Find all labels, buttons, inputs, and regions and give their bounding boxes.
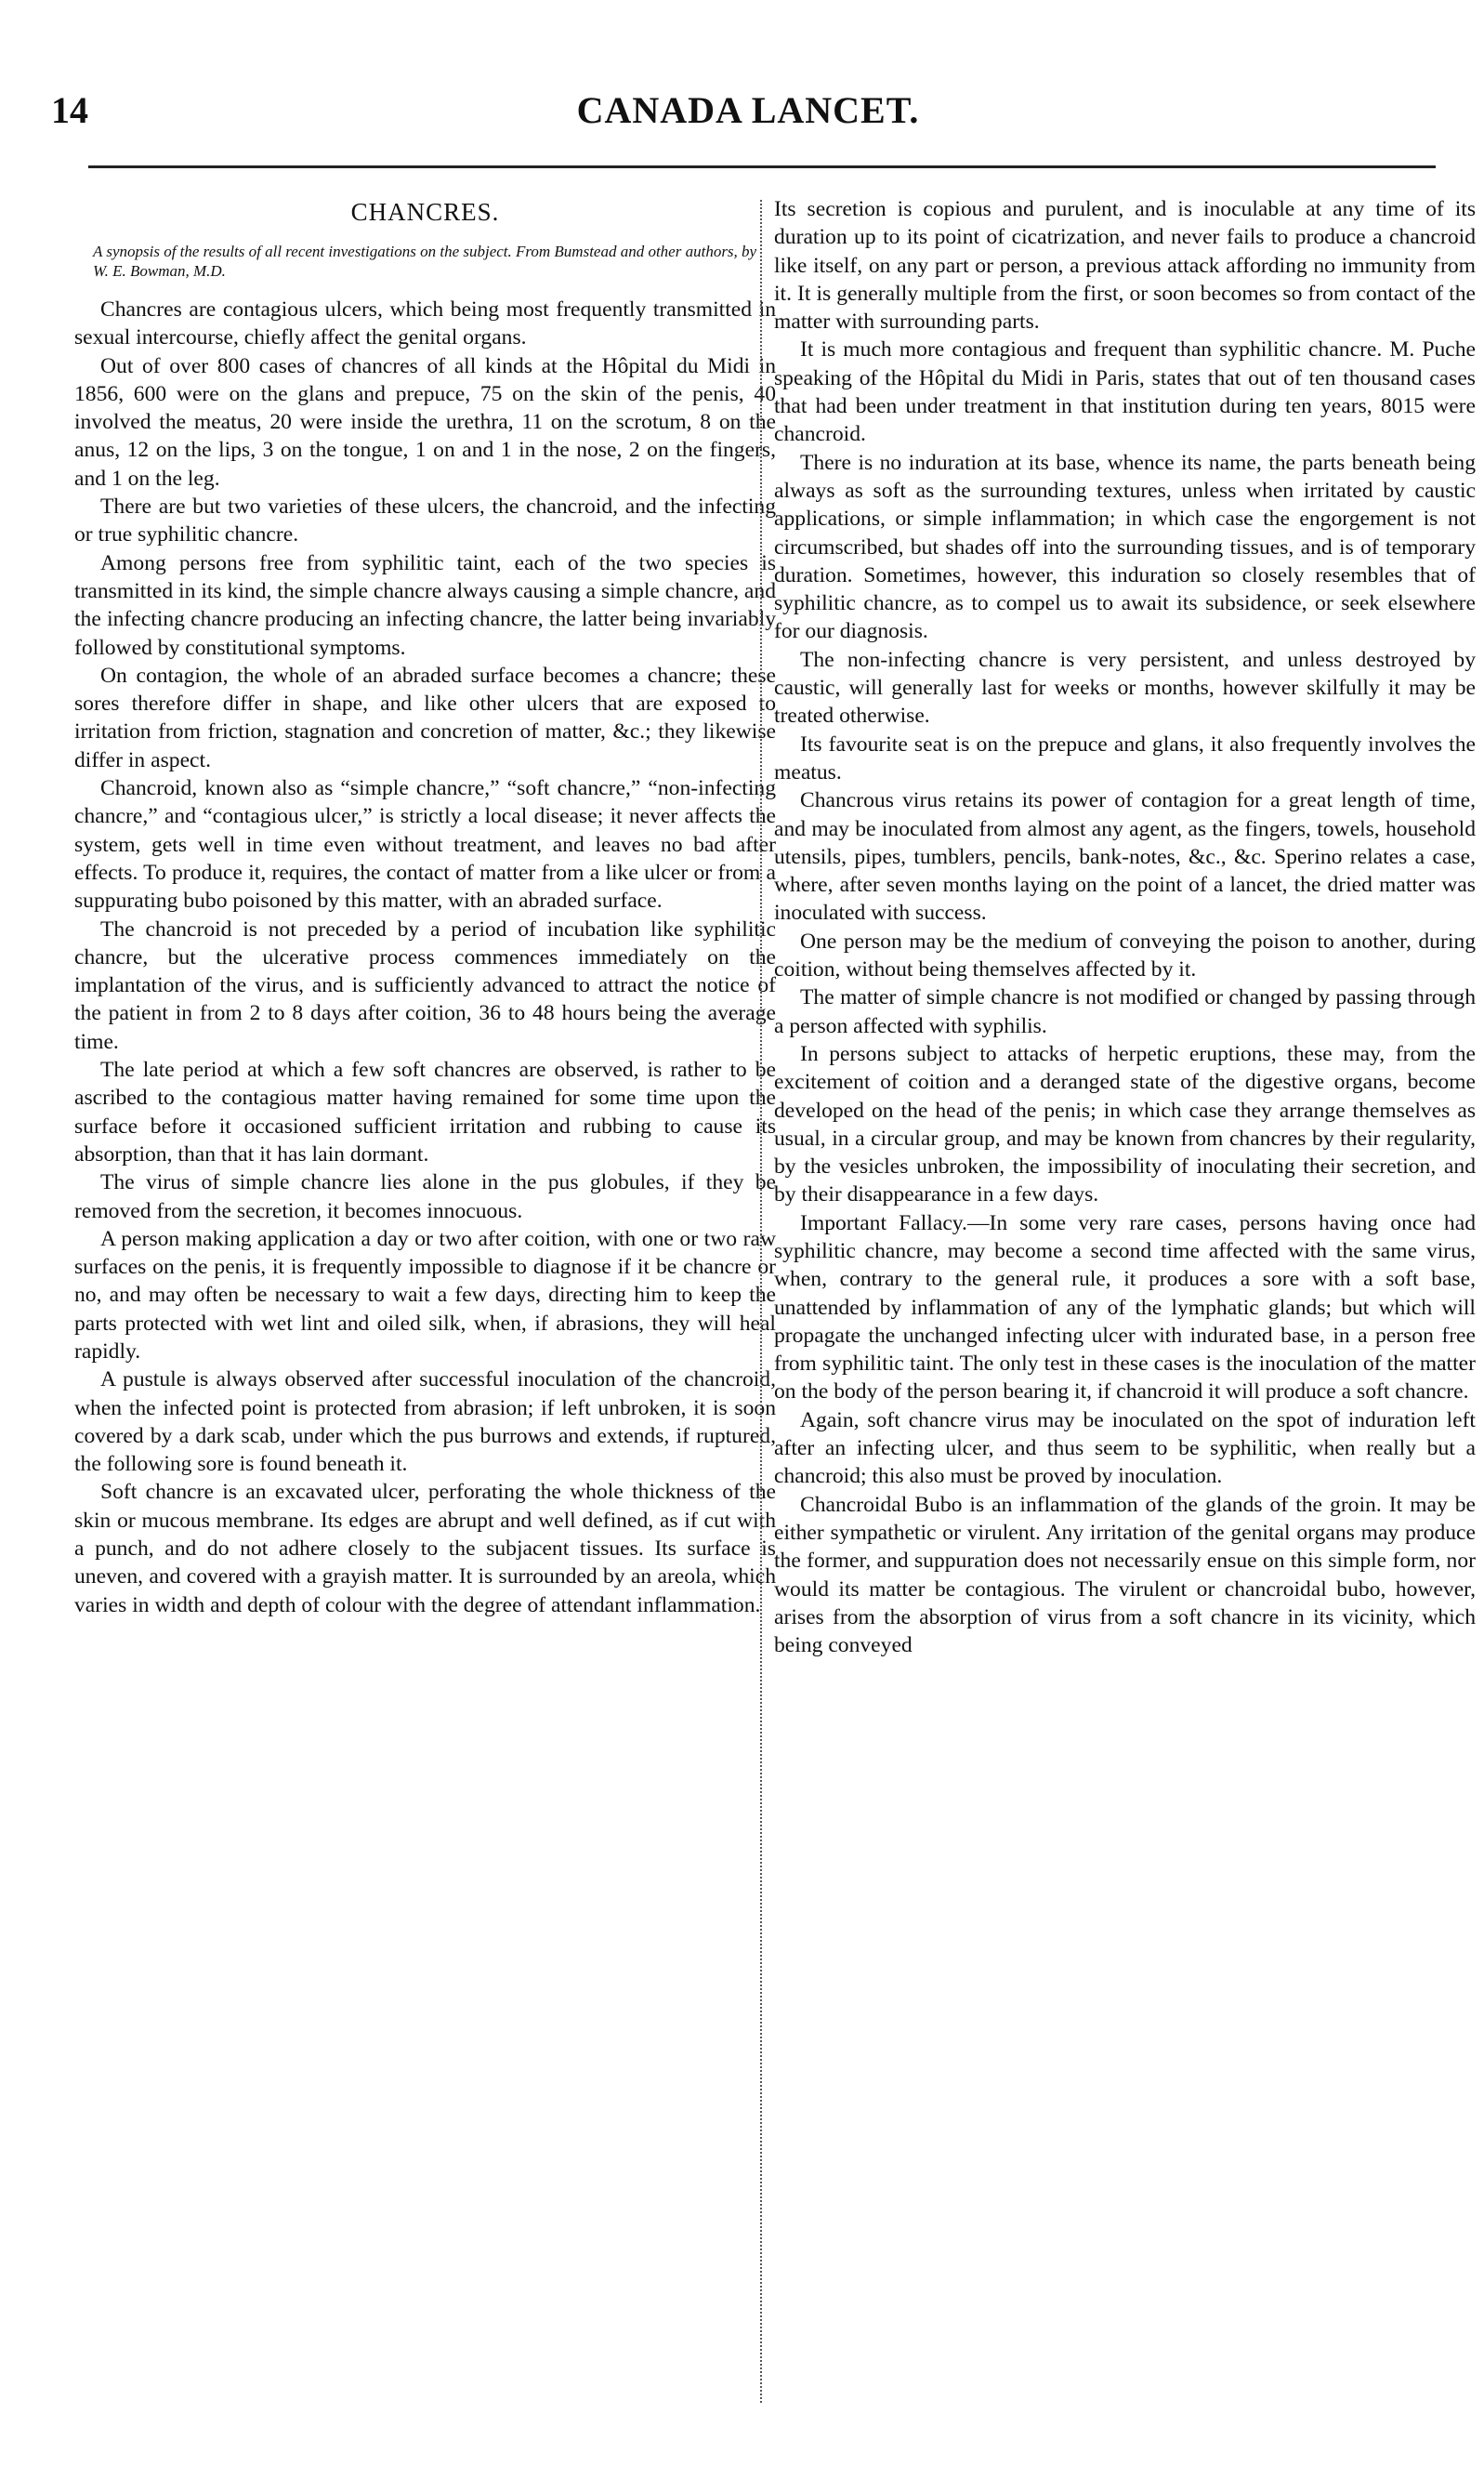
paragraph: On contagion, the whole of an abraded surface becomes a chancre; these sores therefore differ in shape, and like other ulcers that are exposed to irritation from friction, stagnation and concretion of matter, &c.; they likewise differ in aspect. [74, 663, 776, 772]
paragraph: The matter of simple chancre is not modified or changed by passing through a person affected with syphilis. [774, 985, 1476, 1038]
paragraph: The virus of simple chancre lies alone in the pus globules, if they be removed from the secretion, it becomes innocuous. [74, 1170, 776, 1223]
paragraph: The late period at which a few soft chancres are observed, is rather to be ascribed to the contagious matter having remained for some time upon the surface before it occasioned sufficient irritation and rubbing to cause its absorption, than that it has lain dormant. [74, 1058, 776, 1167]
page-number: 14 [51, 89, 88, 131]
paragraph: Its favourite seat is on the prepuce and glans, it also frequently involves the meatus. [774, 732, 1476, 785]
paragraph: The non-infecting chancre is very persistent, and unless destroyed by caustic, will generally last for weeks or months, however skilfully it may be treated otherwise. [774, 647, 1476, 729]
paragraph: It is much more contagious and frequent than syphilitic chancre. M. Puche speaking of the Hôpital du Midi in Paris, states that out of ten thousand cases that had been under treatment in that institution during ten years, 8015 were chancroid. [774, 337, 1476, 447]
paragraph: Chancrous virus retains its power of contagion for a great length of time, and may be inoculated from almost any agent, as the fingers, towels, household utensils, pipes, tumblers, pencils, bank-notes, &c., &c. Sperino relates a case, where, after seven months laying on the point of a lancet, the dried matter was inoculated with success. [774, 788, 1476, 926]
paragraph: Out of over 800 cases of chancres of all kinds at the Hôpital du Midi in 1856, 600 were on the glans and prepuce, 75 on the skin of the penis, 40 involved the meatus, 20 were inside the urethra, 11 on the scrotum, 8 on the anus, 12 on the lips, 3 on the tongue, 1 on and 1 in the nose, 2 on the fingers, and 1 on the leg. [74, 353, 776, 491]
paragraph: Chancroid, known also as “simple chancre,” “soft chancre,” “non-infecting chancre,” and “contagious ulcer,” is strictly a local disease; it never affects the system, gets well in time even without treatment, and leaves no bad after effects. To produce it, requires, the contact of matter from a like ulcer or from a suppurating bubo poisoned by this matter, with an abraded surface. [74, 776, 776, 914]
paragraph: Important Fallacy.—In some very rare cases, persons having once had syphilitic chancre, may become a second time affected with the same virus, when, contrary to the general rule, it produces a sore with a soft base, unattended by inflammation of any of the lymphatic glands; but which will propagate the unchanged infecting ulcer with indurated base, in a person free from syphilitic taint. The only test in these cases is the inoculation of the matter on the body of the person bearing it, if chancroid it will produce a soft chancre. [774, 1210, 1476, 1404]
header-rule [88, 165, 1436, 168]
paragraph: Chancres are contagious ulcers, which being most frequently transmitted in sexual intercourse, chiefly affect the genital organs. [74, 297, 776, 350]
paragraph: The chancroid is not preceded by a period of incubation like syphilitic chancre, but the ulcerative process commences immediately on the implantation of the virus, and is sufficiently advanced to attract the notice of the patient in from 2 to 8 days after coition, 36 to 48 hours being the average time. [74, 917, 776, 1054]
paragraph: There is no induration at its base, whence its name, the parts beneath being always as soft as the surrounding textures, unless when irritated by caustic applications, or simple inflammation; in which case the engorgement is not circumscribed, but shades off into the surrounding tissues, and is of temporary duration. Sometimes, however, this induration so closely resembles that of syphilitic chancre, as to compel us to await its subsidence, or seek elsewhere for our diagnosis. [774, 450, 1476, 644]
article-abstract: A synopsis of the results of all recent investigations on the subject. From Bumstead and other authors, by W. E. Bowman, M.D. [93, 243, 757, 280]
paragraph: Among persons free from syphilitic taint, each of the two species is transmitted in its kind, the simple chancre always causing a simple chancre, and the infecting chancre producing an infecting chancre, the latter being invariably followed by constitutional symptoms. [74, 550, 776, 660]
paragraph: A person making application a day or two after coition, with one or two raw surfaces on the penis, it is frequently impossible to diagnose if it be chancre or no, and may often be necessary to wait a few days, directing him to keep the parts protected with wet lint and oiled silk, when, if abrasions, they will heal rapidly. [74, 1226, 776, 1364]
column-divider [760, 200, 762, 2403]
page-header [51, 88, 1445, 144]
paragraph: Its secretion is copious and purulent, and is inoculable at any time of its duration up to its point of cicatrization, and never fails to produce a chancroid like itself, on any part or person, a previous attack affording no immunity from it. It is generally multiple from the first, or soon becomes so from contact of the matter with surrounding parts. [774, 197, 1476, 335]
paragraph: Chancroidal Bubo is an inflammation of the glands of the groin. It may be either sympathetic or virulent. Any irritation of the genital organs may produce the former, and suppuration does not necessarily ensue on this simple form, nor would its matter be contagious. The virulent or chancroidal bubo, however, arises from the absorption of virus from a soft chancre in its vicinity, which being conveyed [774, 1492, 1476, 1658]
paragraph: A pustule is always observed after successful inoculation of the chancroid, when the infected point is protected from abrasion; if left unbroken, it is soon covered by a dark scab, under which the pus burrows and extends, if ruptured, the following sore is found beneath it. [74, 1367, 776, 1477]
right-column [774, 195, 1476, 1659]
paragraph: In persons subject to attacks of herpetic eruptions, these may, from the excitement of coition and a deranged state of the digestive organs, become developed on the head of the penis; in which case they arrange themselves as usual, in a circular group, and may be known from chancres by their regularity, by the vesicles unbroken, the impossibility of inoculating their secretion, and by their disappearance in a few days. [774, 1041, 1476, 1207]
paragraph: Soft chancre is an excavated ulcer, perforating the whole thickness of the skin or mucous membrane. Its edges are abrupt and well defined, as if cut with a punch, and do not adhere closely to the subjacent tissues. Its surface is uneven, and covered with a grayish matter. It is surrounded by an areola, which varies in width and depth of colour with the degree of attendant inflammation. [74, 1480, 776, 1617]
running-title: CANADA LANCET. [576, 89, 920, 131]
paragraph: One person may be the medium of conveying the poison to another, during coition, without being themselves affected by it. [774, 929, 1476, 982]
paragraph: Again, soft chancre virus may be inoculated on the spot of induration left after an infecting ulcer, and thus seem to be syphilitic, when really but a chancroid; this also must be proved by inoculation. [774, 1407, 1476, 1489]
paragraph: There are but two varieties of these ulcers, the chancroid, and the infecting or true syphilitic chancre. [74, 495, 776, 547]
left-column [74, 195, 776, 1619]
article-title: CHANCRES. [350, 198, 500, 226]
